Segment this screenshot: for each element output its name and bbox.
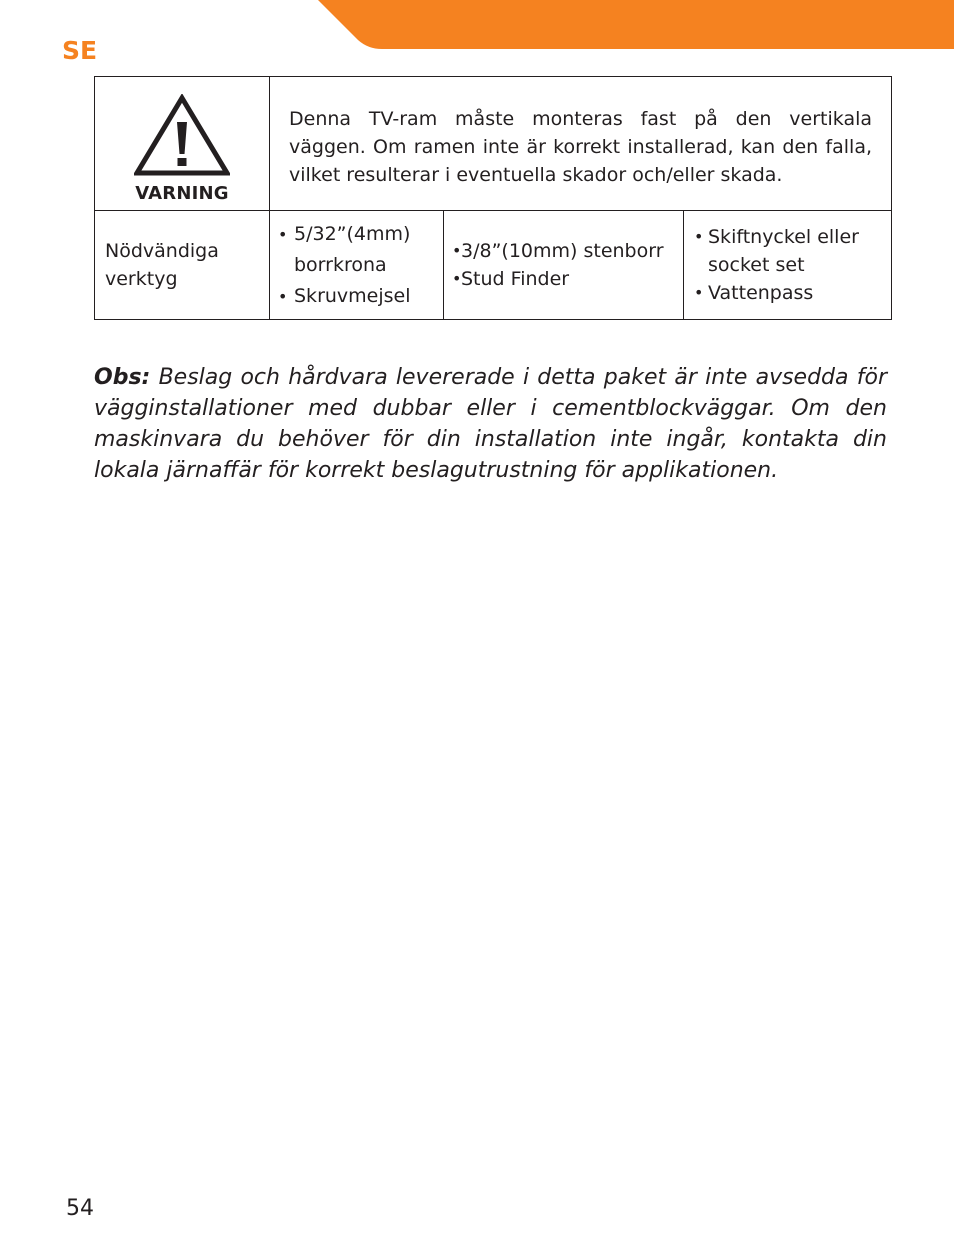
- list-item: • Vattenpass: [684, 279, 891, 307]
- note-text: Beslag och hårdvara levererade i detta paket är inte avsedda för vägginstallationer med dubbar eller i cementblockväggar. Om den maskinvara du behöver för din installation inte ingår, kontakta din lokala järnaffär för korrekt beslagutrustning för applikationen.: [94, 365, 887, 483]
- note-prefix: Obs:: [94, 365, 151, 390]
- tools-column-1: [270, 211, 444, 320]
- header-accent-tab: [0, 0, 954, 50]
- tools-label: Nödvändiga verktyg: [95, 211, 270, 320]
- warning-icon-cell: [95, 77, 270, 211]
- note-paragraph: [94, 362, 887, 486]
- warning-table: [94, 76, 892, 320]
- list-item: • Skruvmejsel: [270, 281, 443, 312]
- warning-label: VARNING: [135, 183, 229, 204]
- list-item: • Stud Finder: [444, 265, 683, 293]
- warning-text: Denna TV-ram måste monteras fast på den vertikala väggen. Om ramen inte är korrekt installerad, kan den falla, vilket resulterar i eventuella skador och/eller skada.: [270, 77, 892, 211]
- tools-column-2: [444, 211, 684, 320]
- list-item: • Skiftnyckel eller socket set: [684, 223, 891, 279]
- tools-column-3: [684, 211, 892, 320]
- language-code: SE: [62, 36, 98, 65]
- warning-triangle-icon: [134, 94, 230, 176]
- page-number: 54: [66, 1196, 94, 1221]
- list-item: • 5/32”(4mm) borrkrona: [270, 219, 443, 281]
- list-item: • 3/8”(10mm) stenborr: [444, 237, 683, 265]
